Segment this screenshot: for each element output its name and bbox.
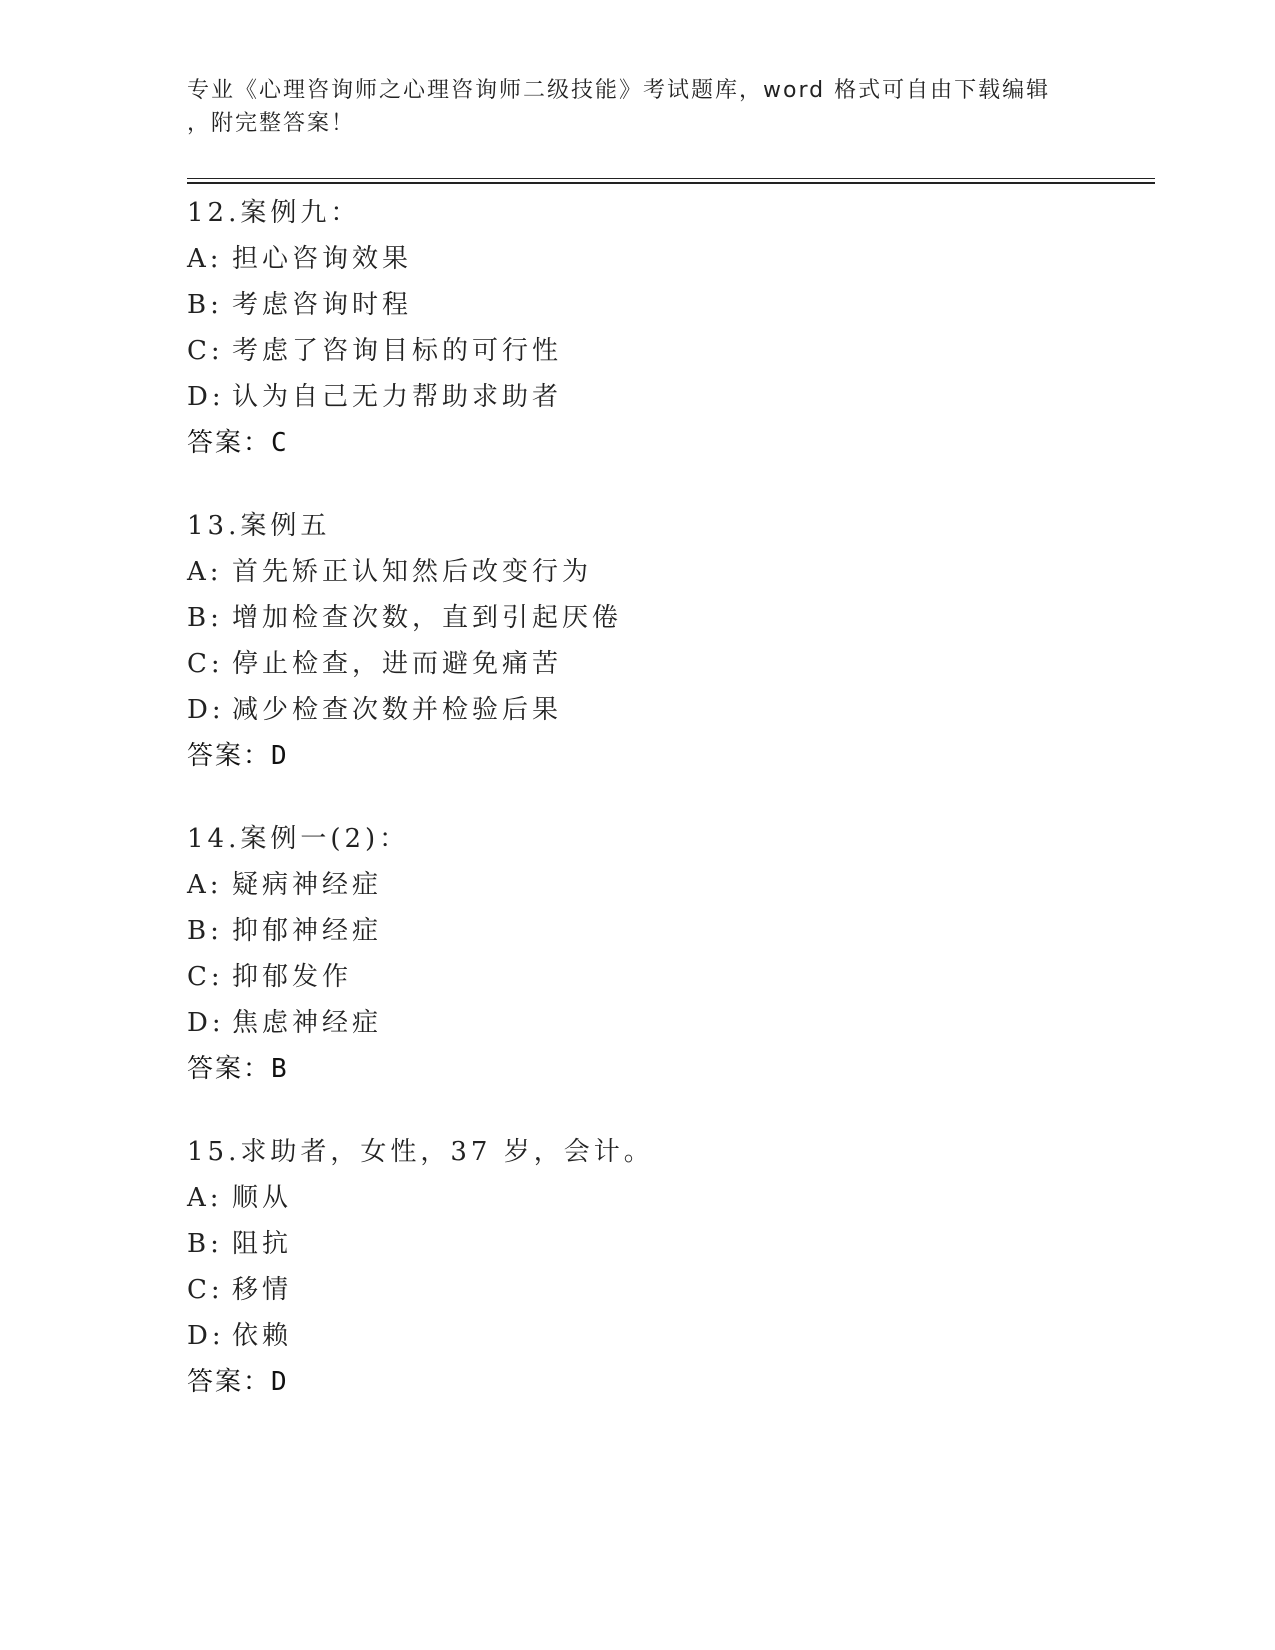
option-text: 抑郁发作 xyxy=(232,962,353,992)
question-title: 14.案例一(2)： xyxy=(187,824,410,854)
option-text: 顺从 xyxy=(232,1183,293,1213)
question-list xyxy=(187,190,1147,1442)
question-14 xyxy=(187,816,1147,1092)
answer-value: C xyxy=(271,428,289,458)
question-13 xyxy=(187,503,1147,779)
option-c xyxy=(187,641,1147,687)
option-a xyxy=(187,862,1147,908)
question-15 xyxy=(187,1129,1147,1405)
option-label: C: xyxy=(187,1275,224,1305)
option-text: 考虑了咨询目标的可行性 xyxy=(232,336,563,366)
option-a xyxy=(187,236,1147,282)
option-b xyxy=(187,1221,1147,1267)
header-divider-bottom xyxy=(187,182,1155,184)
option-text: 担心咨询效果 xyxy=(232,244,413,274)
question-title: 12.案例九： xyxy=(187,198,361,228)
option-text: 疑病神经症 xyxy=(232,870,383,900)
question-title: 13.案例五 xyxy=(187,511,331,541)
option-text: 依赖 xyxy=(232,1321,293,1351)
option-text: 首先矫正认知然后改变行为 xyxy=(232,557,593,587)
header-line-2: ，附完整答案！ xyxy=(187,111,356,136)
option-label: C: xyxy=(187,962,224,992)
option-text: 移情 xyxy=(232,1275,293,1305)
header-divider-top xyxy=(187,178,1155,179)
answer-line xyxy=(187,420,1147,466)
option-label: B: xyxy=(187,290,223,320)
answer-value: D xyxy=(271,741,289,771)
option-text: 认为自己无力帮助求助者 xyxy=(232,382,563,412)
option-label: C: xyxy=(187,649,224,679)
option-d xyxy=(187,374,1147,420)
option-c xyxy=(187,328,1147,374)
option-label: A: xyxy=(187,1183,223,1213)
option-label: D: xyxy=(187,382,225,412)
answer-prefix: 答案： xyxy=(187,741,272,771)
option-text: 减少检查次数并检验后果 xyxy=(232,695,563,725)
option-d xyxy=(187,1313,1147,1359)
header-line-1: 专业《心理咨询师之心理咨询师二级技能》考试题库，word 格式可自由下载编辑 xyxy=(187,78,1051,103)
option-text: 阻抗 xyxy=(232,1229,293,1259)
answer-prefix: 答案： xyxy=(187,428,272,458)
answer-value: D xyxy=(271,1367,289,1397)
option-text: 停止检查，进而避免痛苦 xyxy=(232,649,563,679)
document-header xyxy=(187,74,1087,140)
answer-prefix: 答案： xyxy=(187,1054,272,1084)
option-text: 考虑咨询时程 xyxy=(232,290,413,320)
option-c xyxy=(187,954,1147,1000)
option-label: D: xyxy=(187,695,225,725)
option-label: A: xyxy=(187,244,223,274)
answer-value: B xyxy=(271,1054,289,1084)
option-label: B: xyxy=(187,916,223,946)
question-title: 15.求助者，女性，37 岁，会计。 xyxy=(187,1137,654,1167)
option-label: A: xyxy=(187,870,223,900)
option-label: B: xyxy=(187,1229,223,1259)
question-12 xyxy=(187,190,1147,466)
answer-prefix: 答案： xyxy=(187,1367,272,1397)
answer-line xyxy=(187,1359,1147,1405)
answer-line xyxy=(187,1046,1147,1092)
option-label: A: xyxy=(187,557,223,587)
option-text: 焦虑神经症 xyxy=(232,1008,383,1038)
option-b xyxy=(187,908,1147,954)
option-a xyxy=(187,1175,1147,1221)
option-label: C: xyxy=(187,336,224,366)
option-text: 增加检查次数，直到引起厌倦 xyxy=(232,603,623,633)
option-c xyxy=(187,1267,1147,1313)
option-text: 抑郁神经症 xyxy=(232,916,383,946)
option-b xyxy=(187,595,1147,641)
option-d xyxy=(187,1000,1147,1046)
option-label: D: xyxy=(187,1008,225,1038)
answer-line xyxy=(187,733,1147,779)
option-label: B: xyxy=(187,603,223,633)
option-d xyxy=(187,687,1147,733)
option-label: D: xyxy=(187,1321,225,1351)
option-b xyxy=(187,282,1147,328)
option-a xyxy=(187,549,1147,595)
